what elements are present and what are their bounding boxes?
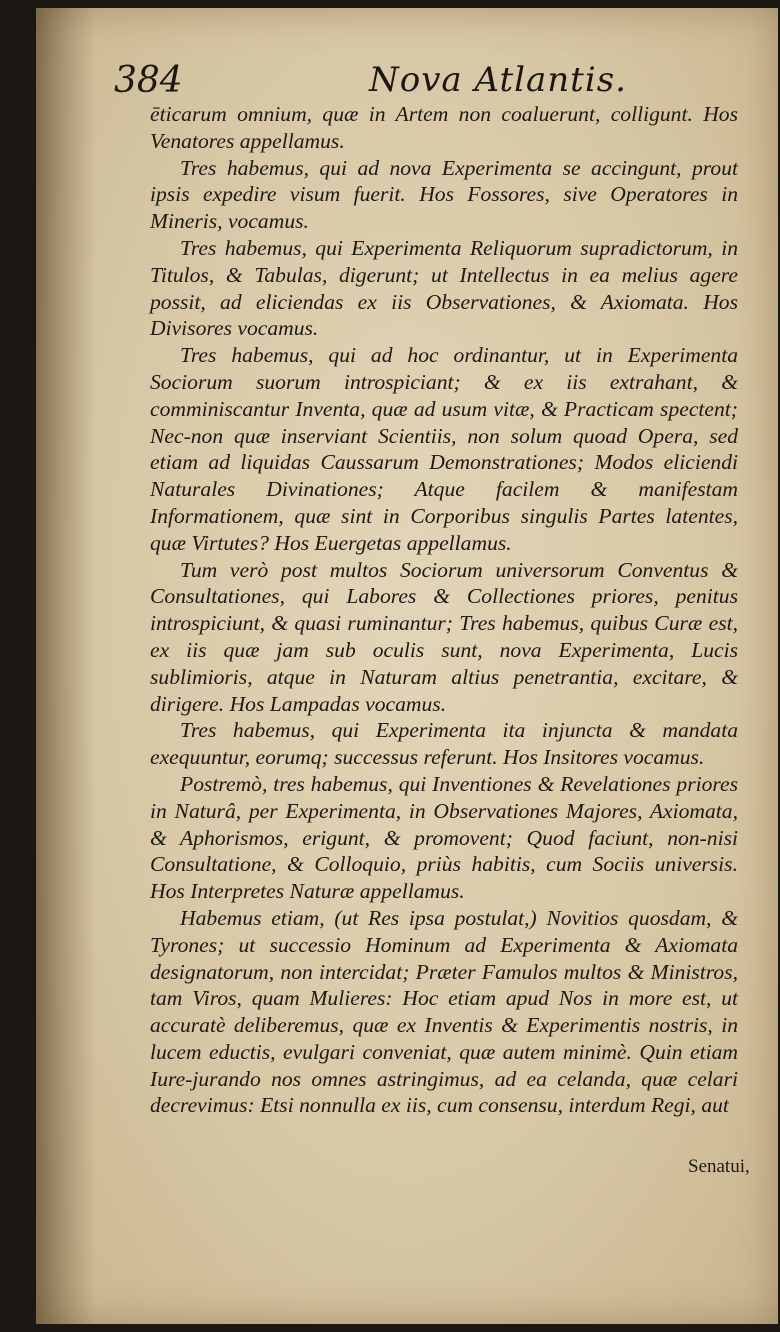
paragraph-novitios: Habemus etiam, (ut Res ipsa postulat,) Novitios quosdam, & Tyrones; ut successio Hominum ad Experimenta & Axiomata designatorum, non intercidat; Præter Famulos multos & Ministros, tam Viros, quam Mulieres: Hoc etiam apud Nos in more est, ut accuratè deliberemus, quæ ex Inventis & Experimentis nostris, in lucem eductis, evulgari conveniat, quæ autem minimè. Quin etiam Iure-jurando nos omnes astringimus, ad ea celanda, quæ celari decrevimus: Etsi nonnulla ex iis, cum consensu, interdum Regi, aut xyxy=(150,905,738,1118)
page-body-text xyxy=(150,101,738,1119)
catchword: Senatui, xyxy=(688,1156,750,1177)
paragraph-interpretes: Postremò, tres habemus, qui Inventiones & Revelationes priores in Naturâ, per Experimenta, in Observationes Majores, Axiomata, & Aphorismos, erigunt, & promovent; Quod faciunt, non-nisi Consultatione, & Colloquio, priùs habitis, cum Sociis universis. Hos Interpretes Naturæ appellamus. xyxy=(150,771,738,904)
paragraph-fossores: Tres habemus, qui ad nova Experimenta se accingunt, prout ipsis expedire visum fuerit. Hos Fossores, sive Operatores in Mineris, vocamus. xyxy=(150,155,738,234)
paragraph-venatores: ēticarum omnium, quæ in Artem non coaluerunt, colligunt. Hos Venatores appellamus. xyxy=(150,102,738,153)
page-gutter-shadow xyxy=(36,8,96,1324)
paragraph-insitores: Tres habemus, qui Experimenta ita injuncta & mandata exequuntur, eorumq; successus referunt. Hos Insitores vocamus. xyxy=(150,718,738,770)
running-title: Nova Atlantis. xyxy=(369,60,627,100)
paragraph-euergetas: Tres habemus, qui ad hoc ordinantur, ut in Experimenta Sociorum suorum introspiciant; & ex iis extrahant, & comminiscantur Inventa, quæ ad usum vitæ, & Practicam spectent; Nec-non quæ inserviant Scientiis, non solum quoad Opera, sed etiam ad liquidas Caussarum Demonstrationes; Modos eliciendi Naturales Divinationes; Atque facilem & manifestam Informationem, quæ sint in Corporibus singulis Partes latentes, quæ Virtutes? Hos Euergetas appellamus. xyxy=(150,343,738,555)
paragraph-lampadas: Tum verò post multos Sociorum universorum Conventus & Consultationes, qui Labores & Collectiones priores, penitus introspiciunt, & quasi ruminantur; Tres habemus, quibus Curæ est, ex iis quæ jam sub oculis sunt, nova Experimenta, Lucis sublimioris, atque in Naturam altius penetrantia, excitare, & dirigere. Hos Lampadas vocamus. xyxy=(150,557,738,716)
page-number: 384 xyxy=(114,60,183,101)
paragraph-divisores: Tres habemus, qui Experimenta Reliquorum supradictorum, in Titulos, & Tabulas, digerunt; ut Intellectus in ea melius agere possit, ad eliciendas ex iis Observationes, & Axiomata. Hos Divisores vocamus. xyxy=(150,235,738,341)
